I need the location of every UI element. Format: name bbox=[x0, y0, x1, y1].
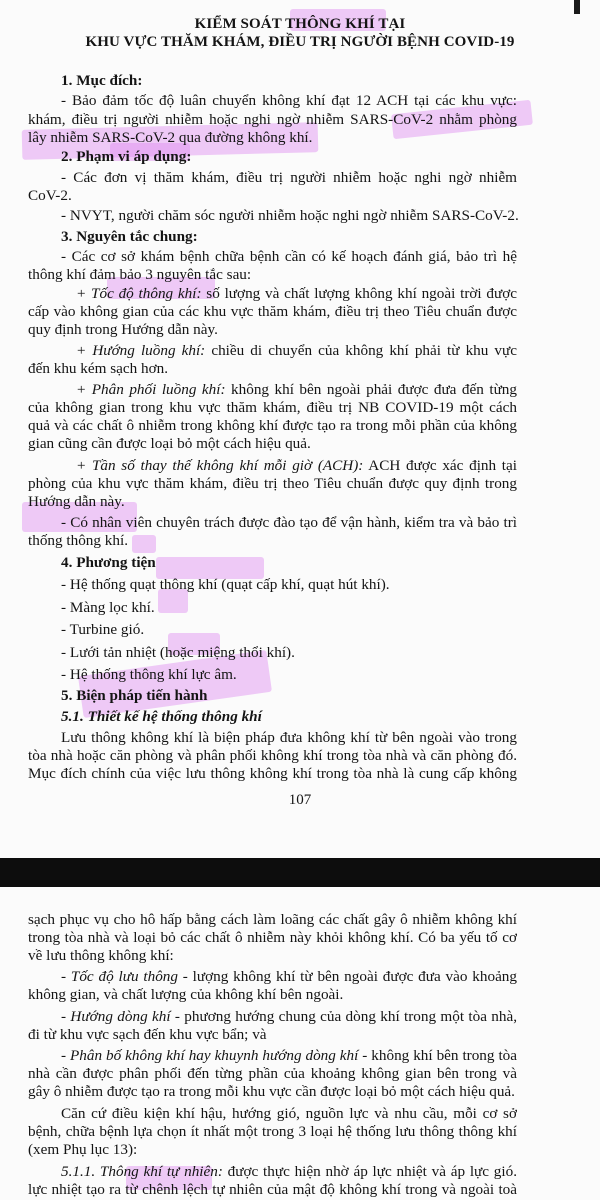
principle-line: + Hướng luồng khí: chiều di chuyển của không khí phải từ khu vực bbox=[76, 342, 517, 359]
principle-label: + Phân phối luồng khí: bbox=[76, 381, 226, 398]
paragraph-line: trong tòa nhà và loại bỏ các chất ô nhiễm này khỏi không khí. Có ba yếu tố cơ bbox=[28, 929, 517, 946]
factor-label: - Tốc độ lưu thông bbox=[61, 968, 178, 985]
section-1-heading: 1. Mục đích: bbox=[61, 72, 143, 89]
principle-line: + Tốc độ thông khí: số lượng và chất lượng không khí ngoài trời được bbox=[76, 285, 517, 302]
equipment-item: - Lưới tản nhiệt (hoặc miệng thổi khí). bbox=[61, 644, 295, 661]
factor-label: - Phân bố không khí hay khuynh hướng dòng khí bbox=[61, 1047, 359, 1064]
paragraph-line: gian cũng cần được loại bỏ một cách hiệu quả. bbox=[28, 435, 311, 452]
paragraph-line: gây ô nhiễm được tạo ra trong mỗi khu vực cần được loại bỏ một cách hiệu quả. bbox=[28, 1083, 515, 1100]
paragraph-line: Mục đích chính của việc lưu thông không khí trong tòa nhà là cung cấp không bbox=[28, 765, 517, 782]
factor-label: - Hướng dòng khí bbox=[61, 1008, 171, 1025]
scan-mark bbox=[574, 0, 580, 14]
paragraph-line: của không gian trong khu vực thăm khám, điều trị NB COVID-19 một cách bbox=[28, 399, 517, 416]
document-title-line-2: KHU VỰC THĂM KHÁM, ĐIỀU TRỊ NGƯỜI BỆNH COVID-19 bbox=[85, 34, 515, 50]
list-item-continuation: CoV-2. bbox=[28, 187, 72, 204]
paragraph-line: bệnh, chữa bệnh lựa chọn ít nhất một trong 3 loại hệ thống lưu thông thông khí bbox=[28, 1123, 517, 1140]
paragraph-line: Căn cứ điều kiện khí hậu, hướng gió, nguồn lực và nhu cầu, mỗi cơ sở bbox=[61, 1105, 517, 1122]
paragraph-line: cấp vào không gian của các khu vực thăm khám, điều trị theo Tiêu chuẩn được bbox=[28, 303, 517, 320]
factor-line: - Phân bố không khí hay khuynh hướng dòng khí - không khí bên trong tòa bbox=[61, 1047, 517, 1064]
factor-line: - Tốc độ lưu thông - lượng không khí từ bên ngoài được đưa vào khoảng bbox=[61, 968, 517, 985]
paragraph-line: lây nhiễm SARS-CoV-2 qua đường không khí. bbox=[28, 129, 313, 146]
paragraph-line: lực nhiệt tạo ra từ chênh lệch tự nhiên của mật độ không khí trong và ngoài toà bbox=[28, 1181, 517, 1198]
paragraph-line: sạch phục vụ cho hô hấp bằng cách làm loãng các chất gây ô nhiễm không khí bbox=[28, 911, 517, 928]
paragraph-line: - Các cơ sở khám bệnh chữa bệnh cần có kế hoạch đánh giá, bảo trì hệ bbox=[61, 248, 517, 265]
highlight-mark bbox=[132, 535, 156, 553]
section-5-heading: 5. Biện pháp tiến hành bbox=[61, 687, 208, 704]
subsection-5-1-1-line: 5.1.1. Thông khí tự nhiên: được thực hiện nhờ áp lực nhiệt và áp lực gió. bbox=[61, 1163, 517, 1180]
paragraph-line: đến khu kém sạch hơn. bbox=[28, 360, 169, 377]
equipment-item: - Màng lọc khí. bbox=[61, 599, 155, 616]
paragraph-line: về lưu thông không khí: bbox=[28, 947, 174, 964]
paragraph-line: thông khí đảm bảo 3 nguyên tắc sau: bbox=[28, 266, 252, 283]
document-title-line-1: KIỂM SOÁT THÔNG KHÍ TẠI bbox=[194, 16, 406, 32]
paragraph-line: Hướng dẫn này. bbox=[28, 493, 125, 510]
equipment-item: - Turbine gió. bbox=[61, 621, 145, 638]
paragraph-line: nhà cần được phân phối đến từng phần của khoảng không gian bên trong và bbox=[28, 1065, 517, 1082]
subsection-5-1-heading: 5.1. Thiết kế hệ thống thông khí bbox=[61, 708, 262, 725]
list-item: - Các đơn vị thăm khám, điều trị người nhiễm hoặc nghi ngờ nhiễm bbox=[61, 169, 517, 186]
paragraph-line: đi từ khu vực sạch đến khu vực bẩn; và bbox=[28, 1026, 267, 1043]
page-number: 107 bbox=[288, 792, 312, 808]
equipment-item: - Hệ thống thông khí lực âm. bbox=[61, 666, 237, 683]
principle-line: + Phân phối luồng khí: không khí bên ngoài phải được đưa đến từng bbox=[76, 381, 517, 398]
paragraph-line: - Có nhân viên chuyên trách được đào tạo để vận hành, kiểm tra và bảo trì bbox=[61, 514, 517, 531]
paragraph-line: phòng của khu vực thăm khám, điều trị theo Tiêu chuẩn được quy định trong bbox=[28, 475, 517, 492]
document-page-next bbox=[0, 887, 600, 1200]
paragraph-line: thống thông khí. bbox=[28, 532, 128, 549]
paragraph-line: Lưu thông không khí là biện pháp đưa không khí từ bên ngoài vào trong bbox=[61, 729, 517, 746]
list-item: - NVYT, người chăm sóc người nhiễm hoặc nghi ngờ nhiễm SARS-CoV-2. bbox=[61, 207, 519, 224]
principle-label: + Tốc độ thông khí: bbox=[76, 285, 202, 302]
principle-line: + Tần số thay thế không khí mỗi giờ (ACH): ACH được xác định tại bbox=[76, 457, 517, 474]
principle-label: + Hướng luồng khí: bbox=[76, 342, 206, 359]
paragraph-line: - Bảo đảm tốc độ luân chuyển không khí đạt 12 ACH tại các khu vực: bbox=[61, 92, 517, 109]
section-2-heading: 2. Phạm vi áp dụng: bbox=[61, 148, 192, 165]
principle-label: + Tần số thay thế không khí mỗi giờ (ACH): bbox=[76, 457, 364, 474]
equipment-item: - Hệ thống quạt thông khí (quạt cấp khí, quạt hút khí). bbox=[61, 576, 390, 593]
section-3-heading: 3. Nguyên tắc chung: bbox=[61, 228, 198, 245]
paragraph-line: quả và các chất ô nhiễm trong không khí được tạo ra trong mỗi phần của không bbox=[28, 417, 517, 434]
paragraph-line: khám, điều trị người nhiễm hoặc nghi ngờ nhiễm SARS-CoV-2 nhằm phòng bbox=[28, 111, 517, 128]
paragraph-line: tòa nhà hoặc căn phòng và phân phối không khí trong tòa nhà và căn phòng đó. bbox=[28, 747, 517, 764]
paragraph-line: quy định trong Hướng dẫn này. bbox=[28, 321, 218, 338]
paragraph-line: không gian, và chất lượng của không khí bên ngoài. bbox=[28, 986, 344, 1003]
subsection-5-1-1-heading: 5.1.1. Thông khí tự nhiên: bbox=[61, 1163, 223, 1180]
factor-line: - Hướng dòng khí - phương hướng chung của dòng khí trong một tòa nhà, bbox=[61, 1008, 517, 1025]
paragraph-line: (xem Phụ lục 13): bbox=[28, 1141, 138, 1158]
section-4-heading: 4. Phương tiện bbox=[61, 554, 156, 571]
